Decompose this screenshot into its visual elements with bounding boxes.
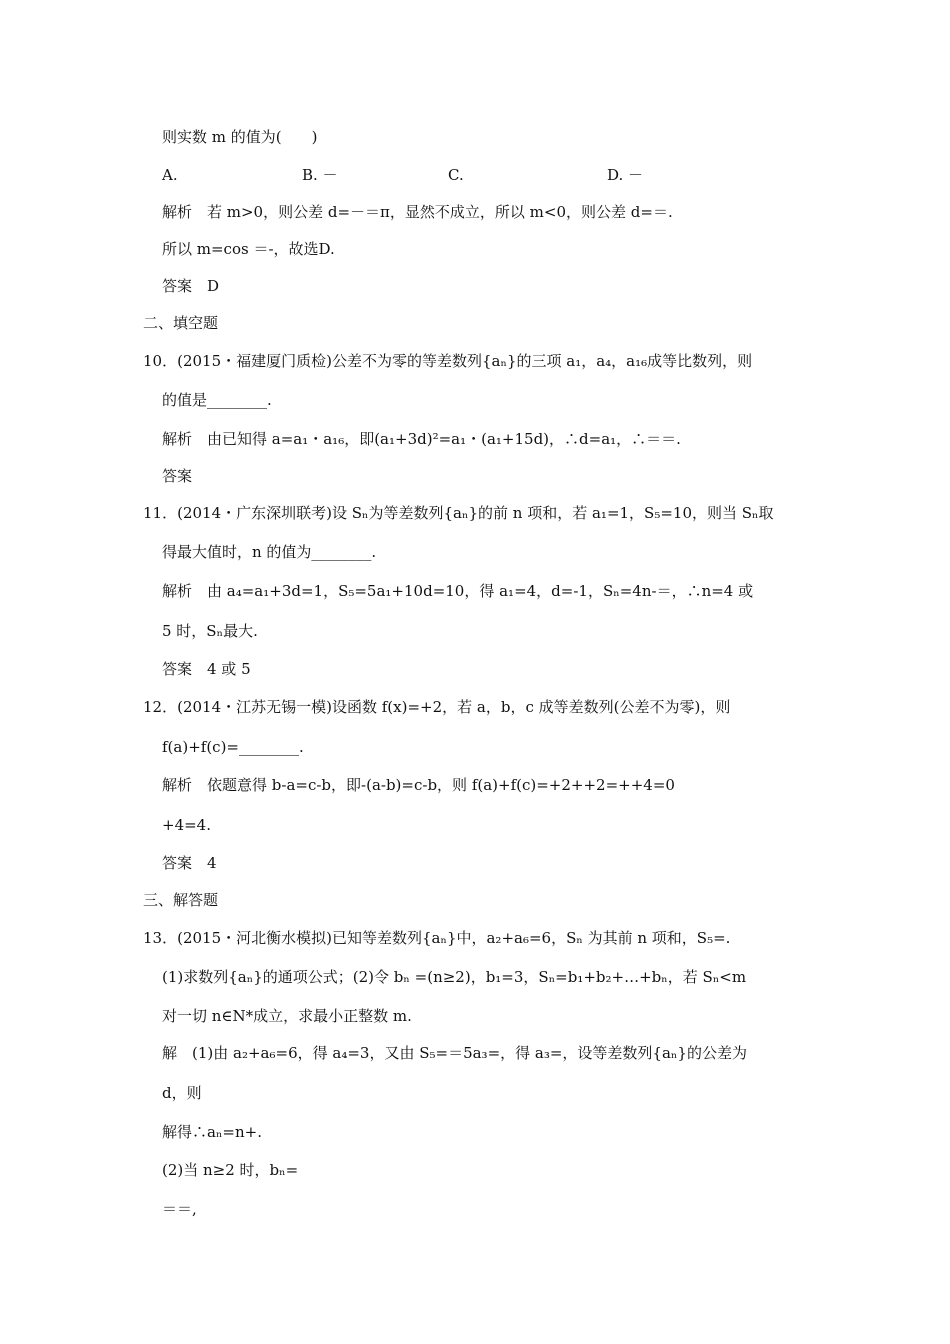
solution-text: ＝＝, — [162, 1200, 197, 1218]
option-c: C. — [448, 166, 464, 184]
solution-text: (2)当 n≥2 时，bₙ= — [162, 1161, 299, 1179]
answer-text: 答案 — [162, 467, 193, 485]
question-13: 13．(2015・河北衡水模拟)已知等差数列{aₙ}中，a₂+a₆=6，Sₙ 为其前 n 项和，S₅=. — [143, 929, 731, 947]
answer-text: 答案 4 — [162, 854, 217, 872]
question-11: 11．(2014・广东深圳联考)设 Sₙ为等差数列{aₙ}的前 n 项和，若 a₁=1，S₅=10，则当 Sₙ取 — [143, 504, 774, 522]
question-12: 12．(2014・江苏无锡一模)设函数 f(x)=+2，若 a，b，c 成等差数列(公差不为零)，则 — [143, 698, 731, 716]
question-text: 得最大值时，n 的值为________. — [162, 543, 377, 561]
section-heading: 三、解答题 — [143, 891, 219, 909]
question-10: 10．(2015・福建厦门质检)公差不为零的等差数列{aₙ}的三项 a₁，a₄，a₁₆成等比数列，则 — [143, 352, 753, 370]
analysis-text: 所以 m=cos ＝-，故选D. — [162, 240, 335, 258]
analysis-text: 解析 若 m>0，则公差 d=－＝π，显然不成立，所以 m<0，则公差 d=＝. — [162, 203, 673, 221]
question-text: 的值是________. — [162, 391, 272, 409]
option-d: D. － — [607, 166, 644, 184]
analysis-text: 解析 由已知得 a=a₁・a₁₆，即(a₁+3d)²=a₁・(a₁+15d)，∴d=a₁，∴＝＝. — [162, 430, 681, 448]
solution-text: 解 (1)由 a₂+a₆=6，得 a₄=3，又由 S₅=＝5a₃=，得 a₃=，设等差数列{aₙ}的公差为 — [162, 1044, 747, 1062]
solution-text: d，则 — [162, 1084, 202, 1102]
option-a: A. — [162, 166, 178, 184]
question-text: 对一切 n∈N*成立，求最小正整数 m. — [162, 1007, 412, 1025]
answer-text: 答案 D — [162, 277, 220, 295]
section-heading: 二、填空题 — [143, 314, 219, 332]
analysis-text: 解析 由 a₄=a₁+3d=1，S₅=5a₁+10d=10，得 a₁=4，d=-1，Sₙ=4n-＝，∴n=4 或 — [162, 582, 754, 600]
answer-text: 答案 4 或 5 — [162, 660, 251, 678]
question-stem: 则实数 m 的值为( ) — [162, 128, 318, 146]
option-b: B. － — [302, 166, 338, 184]
analysis-text: 5 时，Sₙ最大. — [162, 622, 258, 640]
question-text: (1)求数列{aₙ}的通项公式；(2)令 bₙ =(n≥2)，b₁=3，Sₙ=b₁+b₂+…+bₙ，若 Sₙ<m — [162, 968, 747, 986]
question-text: f(a)+f(c)=________. — [162, 738, 304, 756]
analysis-text: +4=4. — [162, 816, 211, 834]
solution-text: 解得∴aₙ=n+. — [162, 1123, 262, 1141]
analysis-text: 解析 依题意得 b-a=c-b，即-(a-b)=c-b，则 f(a)+f(c)=+2++2=++4=0 — [162, 776, 675, 794]
